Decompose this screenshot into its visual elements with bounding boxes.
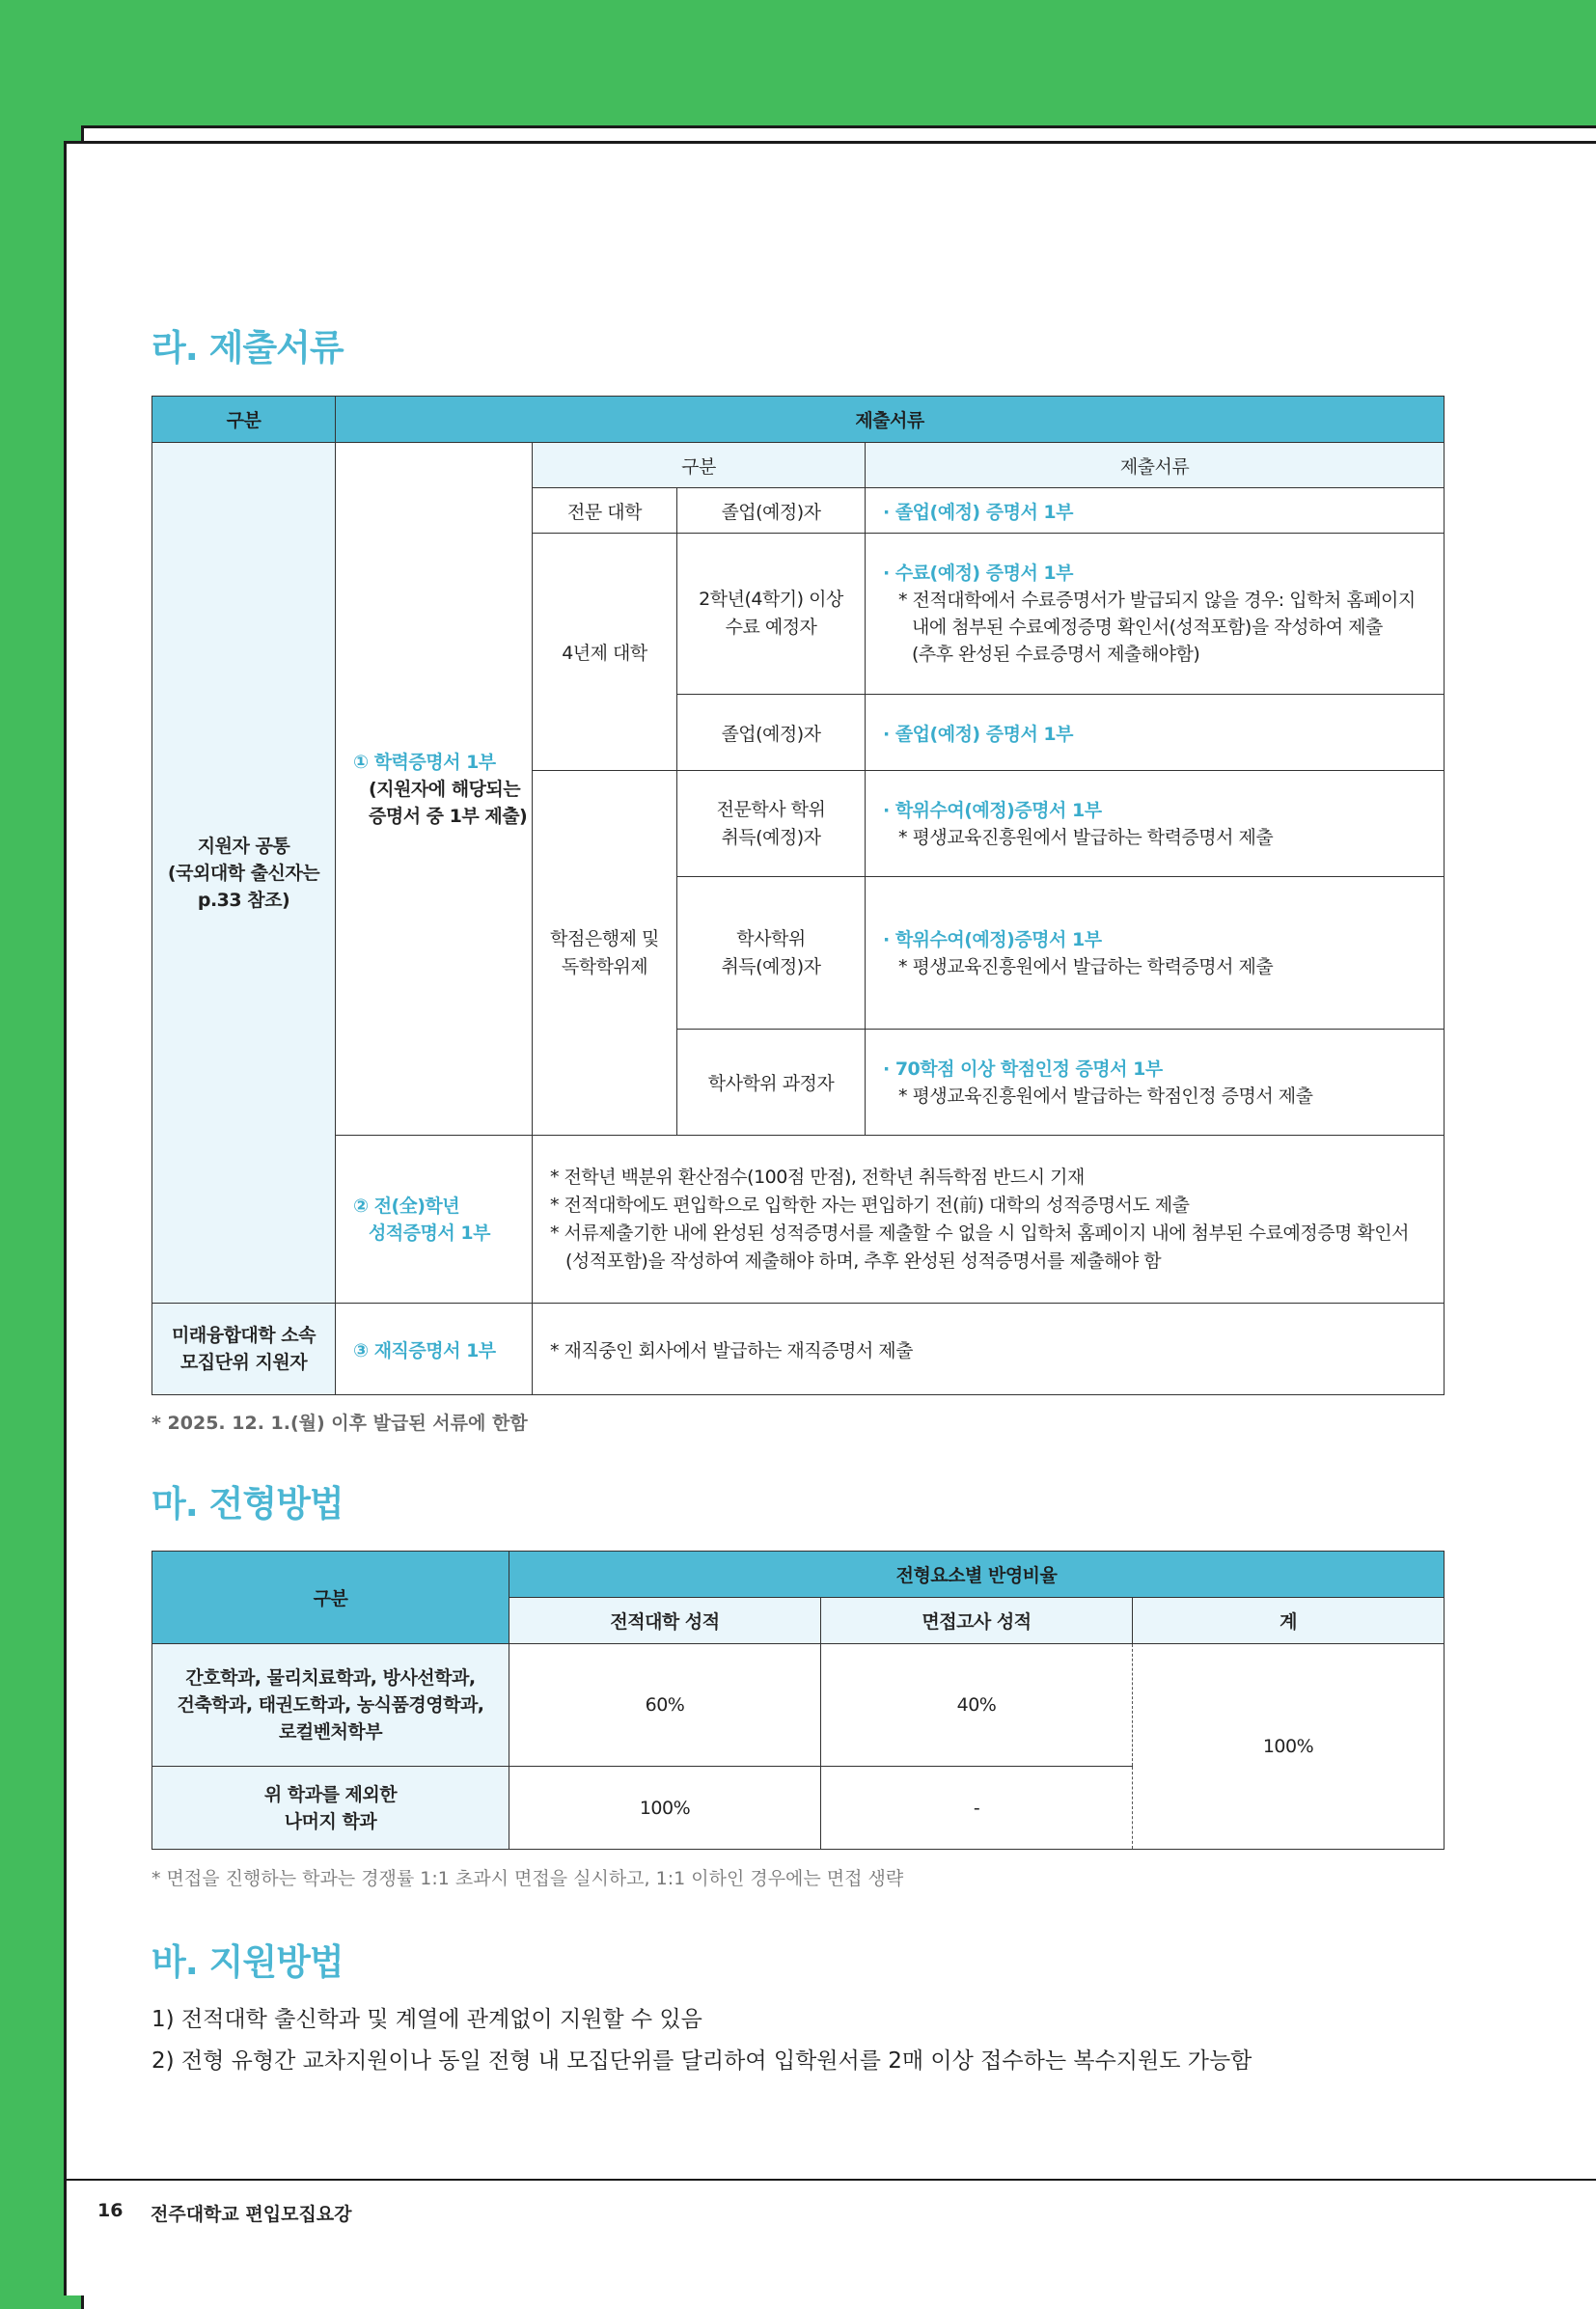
col-interview: 면접고사 성적	[821, 1598, 1133, 1644]
row-label-other-depts: 위 학과를 제외한 나머지 학과	[152, 1767, 509, 1850]
header-category: 구분	[152, 397, 336, 443]
bachelor-label: 학사학위 취득(예정)자	[677, 877, 866, 1030]
inner-header-documents: 제출서류	[866, 443, 1445, 488]
method-table	[151, 1551, 1445, 1850]
documents-footnote: * 2025. 12. 1.(월) 이후 발급된 서류에 한함	[151, 1413, 528, 1434]
apply-item-2: 2) 전형 유형간 교차지원이나 동일 전형 내 모집단위를 달리하여 입학원서를 2매 이상 접수하는 복수지원도 가능함	[151, 2048, 1252, 2074]
section-title-documents: 라. 제출서류	[151, 327, 344, 369]
group-future: 미래융합대학 소속 모집단위 지원자	[152, 1304, 336, 1395]
footer-document-title: 전주대학교 편입모집요강	[151, 2204, 352, 2225]
section-title-apply: 바. 지원방법	[151, 1941, 344, 1983]
row2-transcript: 100%	[509, 1767, 821, 1850]
col-transcript: 전적대학 성적	[509, 1598, 821, 1644]
completion-label: 2학년(4학기) 이상 수료 예정자	[677, 534, 866, 695]
inner-header-category: 구분	[533, 443, 866, 488]
four-year-graduate-label: 졸업(예정)자	[677, 695, 866, 771]
junior-college-label: 전문 대학	[533, 488, 677, 534]
bachelor-doc: · 학위수여(예정)증명서 1부 * 평생교육진흥원에서 발급하는 학력증명서 제출	[866, 877, 1445, 1030]
associate-degree-doc: · 학위수여(예정)증명서 1부 * 평생교육진흥원에서 발급하는 학력증명서 제출	[866, 771, 1445, 877]
four-year-graduate-doc: · 졸업(예정) 증명서 1부	[866, 695, 1445, 771]
header-documents: 제출서류	[336, 397, 1445, 443]
row1-transcript: 60%	[509, 1644, 821, 1767]
bachelor-course-doc: · 70학점 이상 학점인정 증명서 1부 * 평생교육진흥원에서 발급하는 학점인정 증명서 제출	[866, 1030, 1445, 1136]
group-common: 지원자 공통 (국외대학 출신자는 p.33 참조)	[152, 443, 336, 1304]
row1-interview: 40%	[821, 1644, 1133, 1767]
four-year-label: 4년제 대학	[533, 534, 677, 771]
apply-item-1: 1) 전적대학 출신학과 및 계열에 관계없이 지원할 수 있음	[151, 2007, 702, 2032]
completion-doc: · 수료(예정) 증명서 1부 * 전적대학에서 수료증명서가 발급되지 않을 경우: 입학처 홈페이지 내에 첨부된 수료예정증명 확인서(성적포함)을 작성하여 제출 (추후 완성된 수료증명서 제출해야함)	[866, 534, 1445, 695]
employment-note: * 재직중인 회사에서 발급하는 재직증명서 제출	[533, 1304, 1445, 1395]
total-value: 100%	[1133, 1644, 1445, 1850]
method-header-ratio: 전형요소별 반영비율	[509, 1552, 1445, 1598]
footer-divider	[64, 2179, 1596, 2181]
transcript-notes: * 전학년 백분위 환산점수(100점 만점), 전학년 취득학점 반드시 기재 * 전적대학에도 편입학으로 입학한 자는 편입하기 전(前) 대학의 성적증명서도 제출 * 서류제출기한 내에 완성된 성적증명서를 제출할 수 없을 시 입학처 홈페이지 내에 첨부된 수료예정증명 확인서 (성적포함)을 작성하여 제출해야 하며, 추후 완성된 성적증명서를 제출해야 함	[533, 1136, 1445, 1304]
bachelor-course-label: 학사학위 과정자	[677, 1030, 866, 1136]
junior-college-doc: · 졸업(예정) 증명서 1부	[866, 488, 1445, 534]
page-number: 16	[97, 2200, 124, 2221]
junior-graduate-label: 졸업(예정)자	[677, 488, 866, 534]
row-label-interview-depts: 간호학과, 물리치료학과, 방사선학과, 건축학과, 태권도학과, 농식품경영학과, 로컬벤처학부	[152, 1644, 509, 1767]
documents-table	[151, 396, 1445, 1395]
method-header-category: 구분	[152, 1552, 509, 1644]
col-total: 계	[1133, 1598, 1445, 1644]
credit-bank-label: 학점은행제 및 독학학위제	[533, 771, 677, 1136]
row2-interview: -	[821, 1767, 1133, 1850]
item-transcript: ② 전(全)학년 성적증명서 1부	[336, 1136, 533, 1304]
section-title-method: 마. 전형방법	[151, 1483, 344, 1525]
method-footnote: * 면접을 진행하는 학과는 경쟁률 1:1 초과시 면접을 실시하고, 1:1 이하인 경우에는 면접 생략	[151, 1868, 904, 1889]
associate-degree-label: 전문학사 학위 취득(예정)자	[677, 771, 866, 877]
item-employment-certificate: ③ 재직증명서 1부	[336, 1304, 533, 1395]
item-academic-certificate: ① 학력증명서 1부 (지원자에 해당되는 증명서 중 1부 제출)	[336, 443, 533, 1136]
